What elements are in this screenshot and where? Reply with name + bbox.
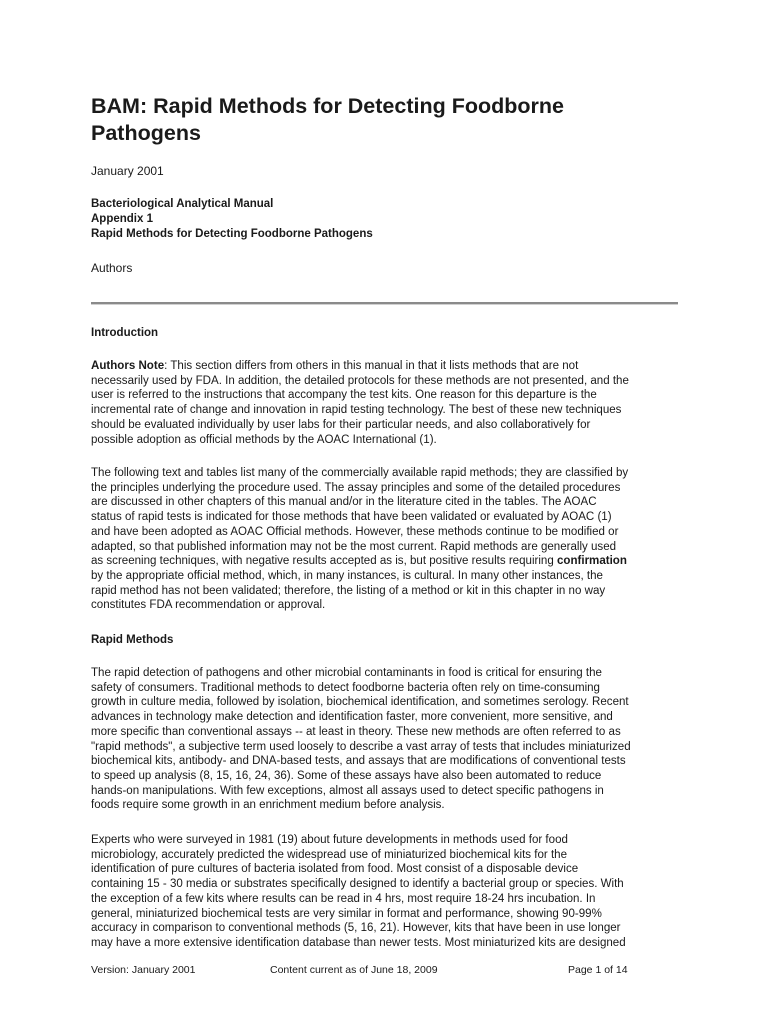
authors-note-label: Authors Note [91, 360, 165, 372]
para-line: status of rapid tests is indicated for those methods that have been validated or evaluated by AOAC (1) [91, 511, 612, 524]
para-line: hands-on manipulations. With few exceptions, almost all assays used to detect specific pathogens in [91, 784, 604, 797]
para-line: biochemical kits, antibody- and DNA-based tests, and assays that are modifications of conventional tests [91, 755, 626, 768]
para-line: by the appropriate official method, which, in many instances, is cultural. In many other instances, the [91, 569, 603, 582]
para-line: containing 15 - 30 media or substrates specifically designed to identify a bacterial group or species. With [91, 878, 624, 891]
footer-content-current: Content current as of June 18, 2009 [270, 964, 438, 976]
para-line: constitutes FDA recommendation or approval. [91, 599, 326, 612]
para-line: necessarily used by FDA. In addition, the detailed protocols for these methods are not presented, and the [91, 374, 629, 387]
para-line: accuracy in comparison to conventional methods (5, 16, 21). However, kits that have been in use longer [91, 922, 621, 935]
para-line: growth in culture media, followed by isolation, biochemical identification, and sometimes serology. Recent [91, 696, 629, 709]
para-line: the exception of a few kits where results can be read in 4 hrs, most require 18-24 hrs incubation. In [91, 892, 596, 905]
document-date: January 2001 [91, 164, 164, 178]
para-line: safety of consumers. Traditional methods to detect foodborne bacteria often rely on time-consuming [91, 681, 600, 694]
para-line: should be evaluated individually by user labs for their particular needs, and also collaboratively for [91, 418, 591, 431]
experts-survey-paragraph [91, 833, 691, 951]
authors-note-first-line [91, 359, 691, 374]
confirmation-emphasis: confirmation [556, 555, 627, 568]
footer-page-number: Page 1 of 14 [568, 964, 628, 976]
para-line: The following text and tables list many of the commercially available rapid methods; they are classified by [91, 467, 629, 479]
para-line: identification of pure cultures of bacteria isolated from food. Most consist of a disposable device [91, 863, 579, 876]
authors-label: Authors [91, 261, 133, 275]
para-line: general, miniaturized biochemical tests are very similar in format and performance, showing 90-99% [91, 907, 602, 920]
para-line: the principles underlying the procedure used. The assay principles and some of the detailed procedures [91, 481, 621, 494]
introduction-heading: Introduction [91, 327, 159, 339]
footer-version: Version: January 2001 [91, 964, 196, 976]
para-line: "rapid methods", a subjective term used loosely to describe a vast array of tests that includes miniaturized [91, 740, 631, 753]
confirmation-line [91, 554, 691, 569]
para-line: user is referred to the instructions that accompany the test kits. One reason for this departure is the [91, 389, 597, 402]
para-line-segment: as screening techniques, with negative results accepted as is, but positive results requiring [91, 555, 557, 568]
manual-info-block [91, 197, 373, 242]
para-line: may have a more extensive identification database than newer tests. Most miniaturized kits are designed [91, 936, 626, 949]
authors-note-paragraph [91, 359, 691, 447]
para-line: The rapid detection of pathogens and other microbial contaminants in food is critical for ensuring the [91, 667, 602, 679]
title-line-2: Pathogens [91, 121, 201, 145]
appendix-label: Appendix 1 [91, 213, 153, 225]
rapid-detection-paragraph [91, 666, 691, 813]
para-line: incremental rate of change and innovation in rapid testing technology. The best of these new techniques [91, 404, 622, 417]
para-line: to speed up analysis (8, 15, 16, 24, 36). Some of these assays have also been automated to reduce [91, 769, 602, 782]
horizontal-divider [91, 302, 678, 305]
para-line: are discussed in other chapters of this manual and/or in the literature cited in the tables. The AOAC [91, 496, 597, 509]
para-line: adapted, so that published information may not be the most current. Rapid methods are generally used [91, 540, 617, 553]
title-line-1: BAM: Rapid Methods for Detecting Foodborne [91, 94, 564, 118]
para-line: microbiology, accurately predicted the widespread use of miniaturized biochemical kits for the [91, 848, 568, 861]
para-line: advances in technology make detection and identification faster, more convenient, more sensitive, and [91, 711, 613, 724]
para-line: : This section differs from others in this manual in that it lists methods that are not [164, 360, 579, 372]
rapid-methods-overview-paragraph [91, 466, 691, 613]
document-subtitle: Rapid Methods for Detecting Foodborne Pathogens [91, 228, 373, 240]
para-line: possible adoption as official methods by the AOAC International (1). [91, 433, 437, 446]
para-line: more specific than conventional assays -- at least in theory. These new methods are often referred to as [91, 725, 621, 738]
para-line: and have been adopted as AOAC Official methods. However, these methods continue to be modified or [91, 525, 619, 538]
para-line: rapid method has not been validated; therefore, the listing of a method or kit in this chapter in no way [91, 584, 606, 597]
document-title [91, 93, 691, 147]
rapid-methods-heading: Rapid Methods [91, 634, 174, 646]
manual-name: Bacteriological Analytical Manual [91, 198, 274, 210]
para-line: foods require some growth in an enrichment medium before analysis. [91, 799, 445, 812]
para-line: Experts who were surveyed in 1981 (19) about future developments in methods used for food [91, 834, 568, 846]
